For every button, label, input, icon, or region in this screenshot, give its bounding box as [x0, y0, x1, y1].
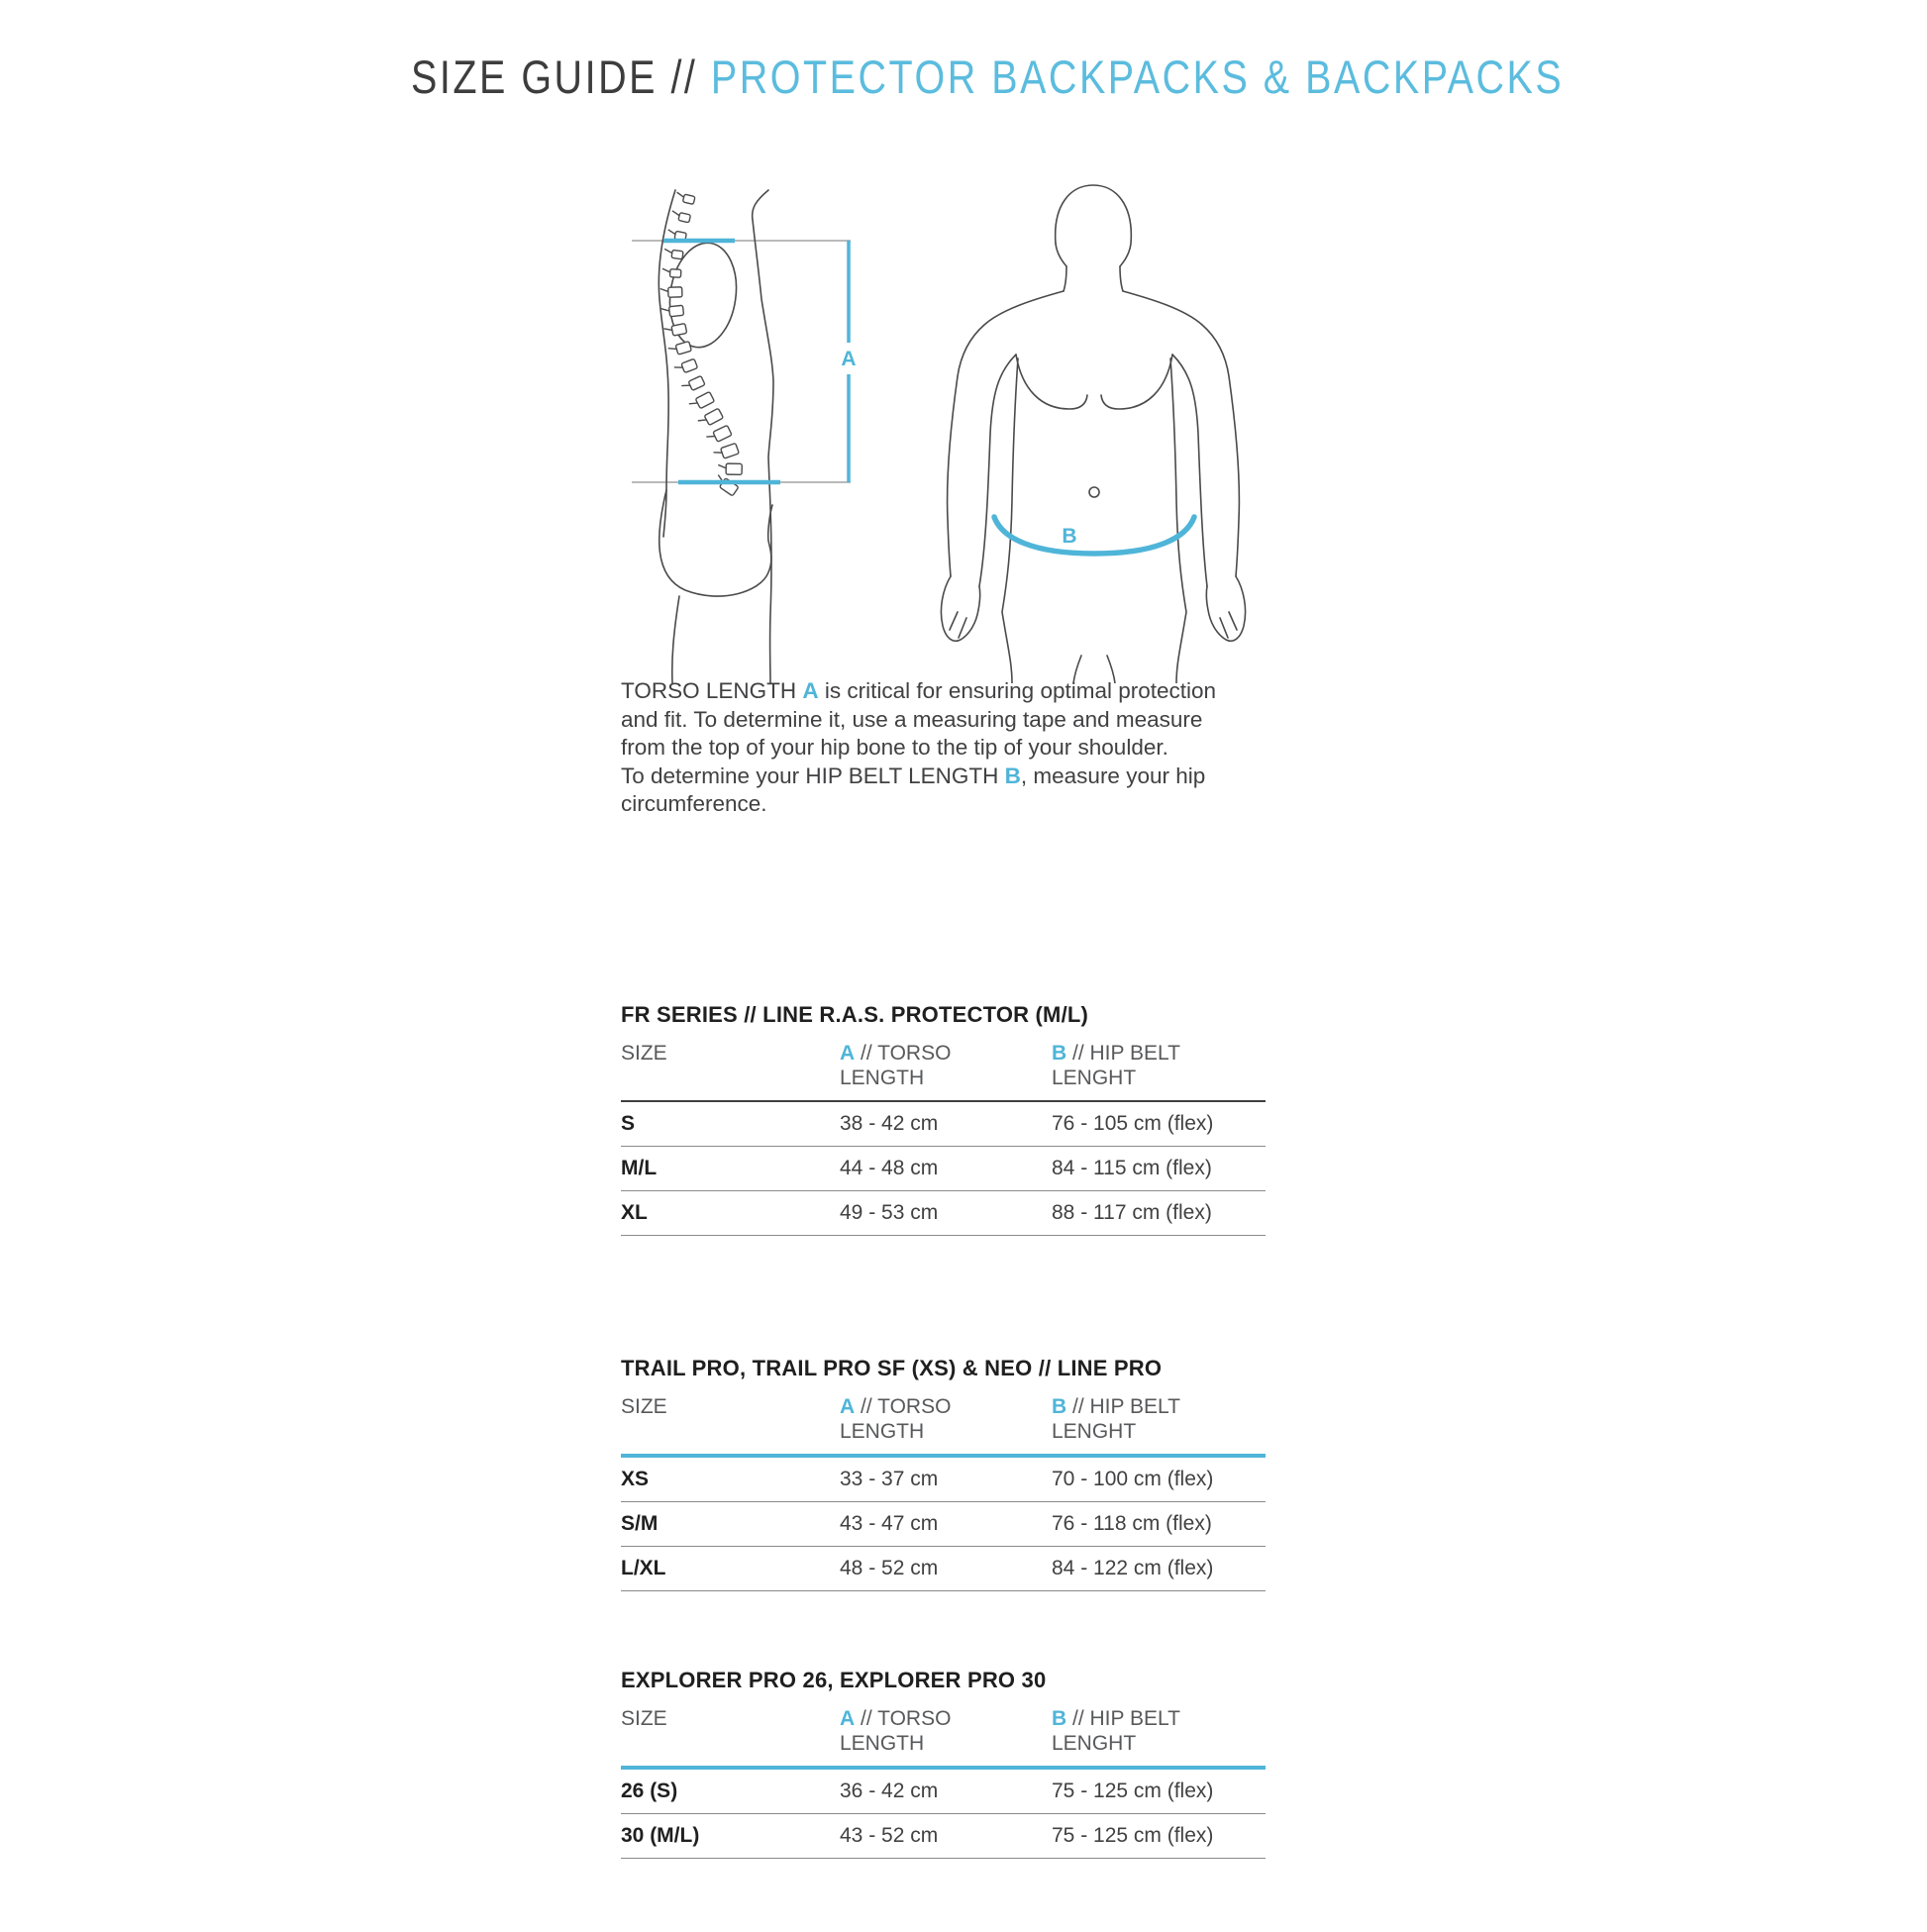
intro-text: is critical for ensuring optimal protection	[818, 678, 1217, 703]
vertebra	[675, 342, 691, 356]
size-table	[621, 1356, 1266, 1591]
spine-vertebrae	[660, 192, 743, 496]
header-size: SIZE	[621, 1042, 667, 1065]
vertebra	[669, 305, 684, 316]
size-cell: L/XL	[621, 1557, 666, 1579]
page-title	[411, 50, 1564, 104]
pec-left	[1016, 355, 1087, 409]
vertebra	[695, 392, 714, 409]
header-size: SIZE	[621, 1707, 667, 1730]
hip-belt-cell: 75 - 125 cm (flex)	[1052, 1779, 1214, 1802]
vertebra	[688, 375, 705, 390]
vertebra	[682, 194, 695, 204]
header-torso-length: A // TORSO LENGTH	[840, 1707, 952, 1755]
pec-right	[1101, 355, 1172, 409]
front-outline	[753, 190, 773, 683]
size-table-title: TRAIL PRO, TRAIL PRO SF (XS) & NEO // LINE PRO	[621, 1356, 1163, 1380]
table-row	[621, 1191, 1266, 1236]
torso-length-cell: 38 - 42 cm	[840, 1112, 939, 1135]
table-row	[621, 1102, 1266, 1147]
vertebra	[721, 443, 740, 458]
page-title-prefix: SIZE GUIDE //	[411, 51, 711, 103]
torso-length-cell: 43 - 47 cm	[840, 1512, 939, 1535]
table-row	[621, 1147, 1266, 1191]
hand-right	[1206, 576, 1245, 641]
intro-accent-letter: A	[802, 678, 819, 703]
vertebra	[671, 250, 683, 258]
navel	[1089, 487, 1099, 497]
hip-belt-cell: 70 - 100 cm (flex)	[1052, 1468, 1214, 1490]
neck-right	[1120, 266, 1123, 291]
table-row	[621, 1814, 1266, 1859]
vertebra	[713, 425, 732, 442]
size-table-header	[621, 1041, 1266, 1100]
vertebra	[726, 463, 742, 474]
torso-side-left	[1002, 358, 1018, 683]
table-row	[621, 1547, 1266, 1591]
vertebra	[704, 408, 723, 425]
buttock-outline	[659, 490, 772, 596]
header-hip-belt-length: B // HIP BELT LENGHT	[1052, 1707, 1180, 1755]
size-table-title: FR SERIES // LINE R.A.S. PROTECTOR (M/L)	[621, 1002, 1089, 1027]
vertebra	[678, 213, 691, 223]
body-front-diagram	[931, 149, 1258, 683]
size-cell: 26 (S)	[621, 1779, 678, 1802]
vertebra	[668, 287, 682, 297]
neck-left	[1064, 266, 1066, 291]
intro-text: TORSO LENGTH	[621, 678, 803, 703]
size-table-header	[621, 1706, 1266, 1766]
size-cell: XL	[621, 1201, 648, 1224]
inner-arm-left	[979, 355, 1016, 586]
hip-belt-cell: 88 - 117 cm (flex)	[1052, 1201, 1212, 1224]
table-row	[621, 1458, 1266, 1502]
leg-outline	[672, 596, 679, 683]
hip-belt-cell: 84 - 115 cm (flex)	[1052, 1157, 1212, 1179]
table-row	[621, 1502, 1266, 1547]
hip-belt-cell: 76 - 105 cm (flex)	[1052, 1112, 1214, 1135]
size-table-title: EXPLORER PRO 26, EXPLORER PRO 30	[621, 1668, 1047, 1692]
header-torso-length: A // TORSO LENGTH	[840, 1042, 952, 1089]
size-table	[621, 1002, 1266, 1236]
vertebra	[681, 358, 698, 372]
torso-length-label-a: A	[841, 348, 857, 370]
page-title-highlight: PROTECTOR BACKPACKS & BACKPACKS	[710, 51, 1565, 103]
size-table	[621, 1668, 1266, 1859]
spine-side-diagram	[624, 149, 911, 683]
hip-belt-cell: 84 - 122 cm (flex)	[1052, 1557, 1214, 1579]
size-cell: M/L	[621, 1157, 658, 1179]
size-cell: 30 (M/L)	[621, 1824, 700, 1847]
table-row	[621, 1770, 1266, 1814]
torso-length-cell: 36 - 42 cm	[840, 1779, 939, 1802]
size-table-header	[621, 1394, 1266, 1454]
header-hip-belt-length: B // HIP BELT LENGHT	[1052, 1395, 1180, 1443]
torso-length-cell: 49 - 53 cm	[840, 1201, 939, 1224]
torso-length-cell: 43 - 52 cm	[840, 1824, 939, 1847]
torso-length-cell: 44 - 48 cm	[840, 1157, 939, 1179]
intro-text: and fit. To determine it, use a measuring tape and measure	[621, 706, 1203, 732]
size-cell: S	[621, 1112, 636, 1135]
torso-side-right	[1170, 358, 1186, 683]
jaw-left	[1056, 244, 1066, 266]
size-cell: XS	[621, 1468, 650, 1490]
header-size: SIZE	[621, 1395, 667, 1418]
vertebra	[669, 269, 680, 278]
header-hip-belt-length: B // HIP BELT LENGHT	[1052, 1042, 1180, 1089]
hip-belt-cell: 76 - 118 cm (flex)	[1052, 1512, 1212, 1535]
torso-length-cell: 48 - 52 cm	[840, 1557, 939, 1579]
vertebra	[671, 324, 687, 337]
header-torso-length: A // TORSO LENGTH	[840, 1395, 952, 1443]
inner-arm-right	[1172, 355, 1207, 586]
intro-text: circumference.	[621, 791, 767, 816]
hand-left	[941, 576, 979, 641]
intro-text: , measure your hip	[1020, 763, 1206, 788]
hip-belt-label-b: B	[1062, 525, 1077, 548]
torso-length-cell: 33 - 37 cm	[840, 1468, 939, 1490]
intro-text: from the top of your hip bone to the tip of your shoulder.	[621, 735, 1168, 760]
hip-belt-arc	[994, 517, 1194, 554]
intro-accent-letter: B	[1004, 763, 1021, 788]
size-cell: S/M	[621, 1512, 659, 1535]
intro-text: To determine your HIP BELT LENGTH	[621, 763, 1005, 788]
intro-paragraph	[621, 677, 1294, 819]
hip-belt-cell: 75 - 125 cm (flex)	[1052, 1824, 1214, 1847]
head-outline	[1056, 185, 1132, 266]
